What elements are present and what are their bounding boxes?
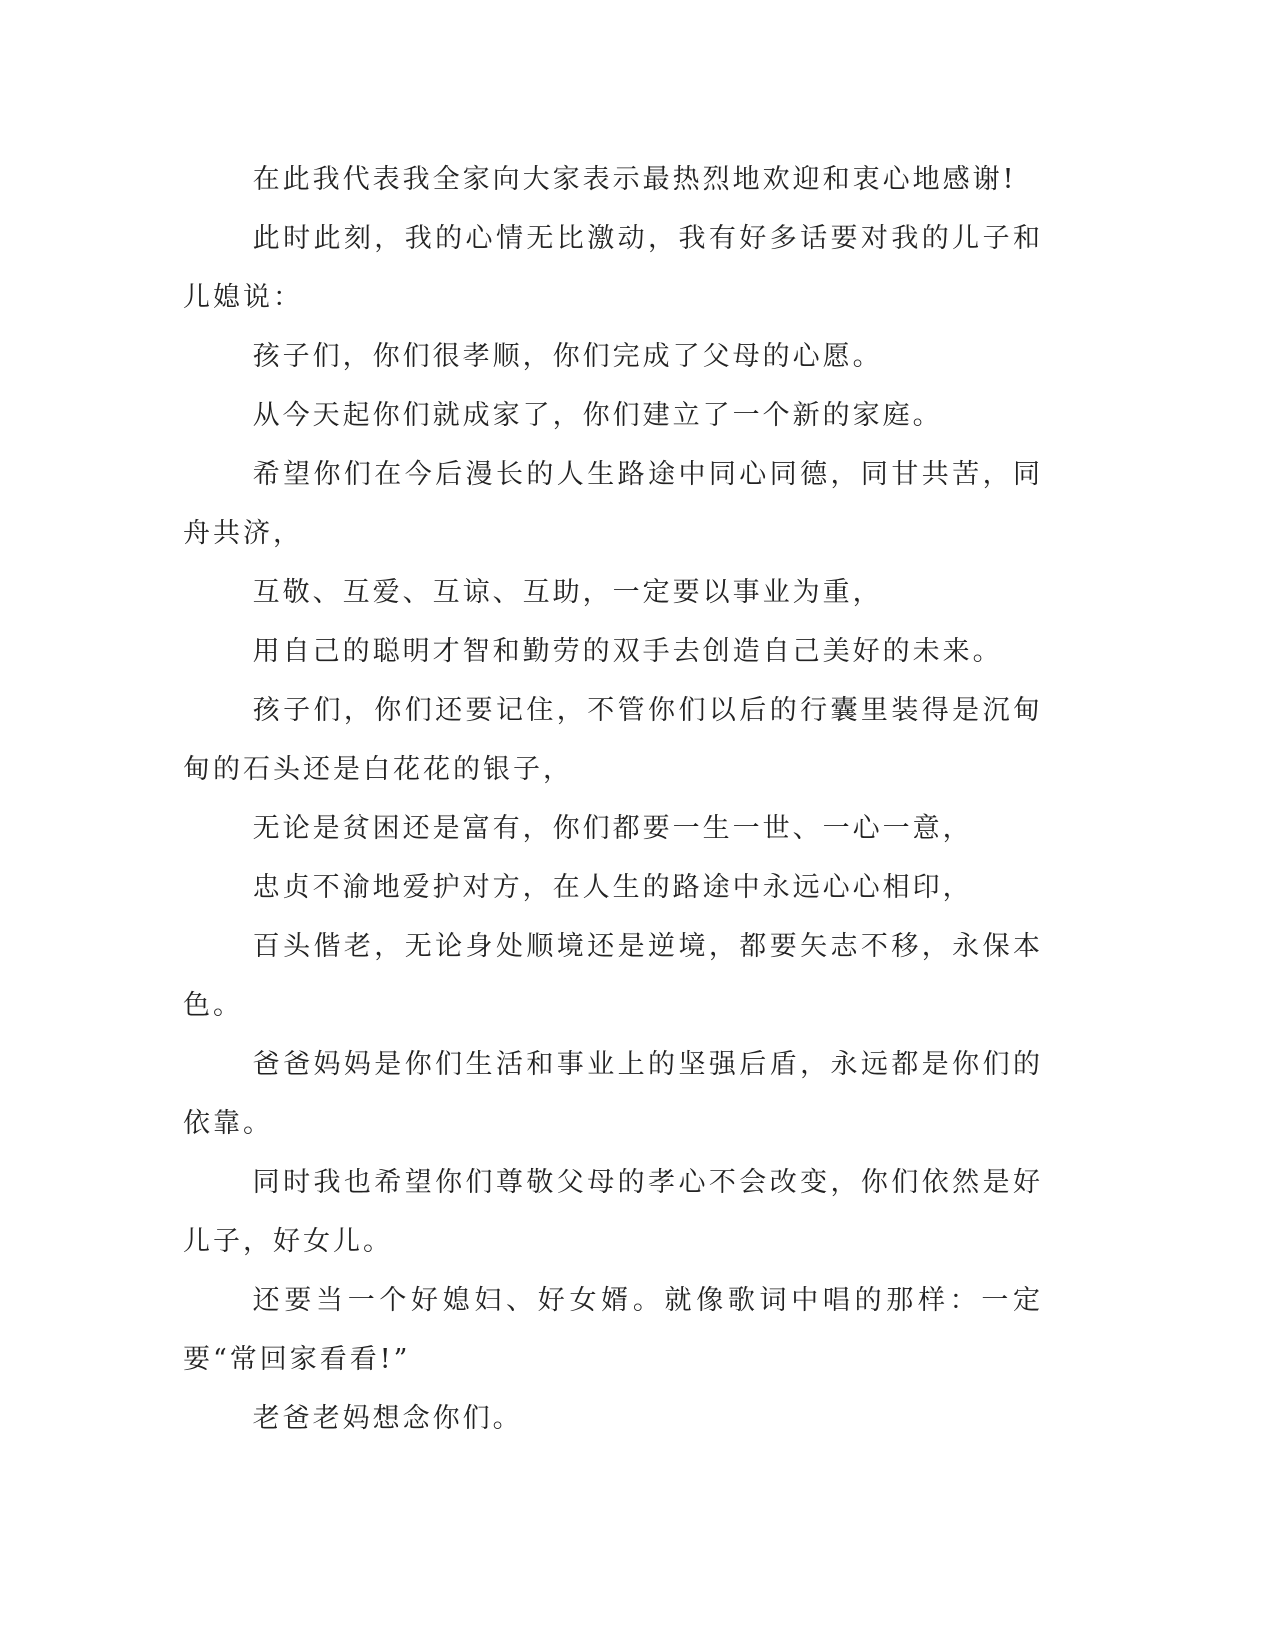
paragraph-miss-you: 老爸老妈想念你们。 (252, 1403, 523, 1434)
speech-text (183, 150, 1043, 1448)
paragraph-support: 爸爸妈妈是你们生活和事业上的坚强后盾，永远都是你们的依靠。 (183, 1049, 1043, 1139)
paragraph-hope: 希望你们在今后漫长的人生路途中同心同德，同甘共苦，同舟共济， (183, 459, 1043, 549)
paragraph-welcome: 在此我代表我全家向大家表示最热烈地欢迎和衷心地感谢! (252, 164, 1017, 195)
paragraph-poor-or-rich: 无论是贫困还是富有，你们都要一生一世、一心一意， (252, 813, 973, 844)
paragraph-mutual-respect: 互敬、互爱、互谅、互助，一定要以事业为重， (252, 577, 883, 608)
paragraph-new-family: 从今天起你们就成家了，你们建立了一个新的家庭。 (252, 400, 943, 431)
paragraph-filial: 孩子们，你们很孝顺，你们完成了父母的心愿。 (252, 341, 883, 372)
paragraph-emotion: 此时此刻，我的心情无比激动，我有好多话要对我的儿子和儿媳说： (183, 223, 1043, 313)
paragraph-remember: 孩子们，你们还要记住，不管你们以后的行囊里装得是沉甸甸的石头还是白花花的银子， (183, 695, 1043, 785)
paragraph-grow-old: 百头偕老，无论身处顺境还是逆境，都要矢志不移，永保本色。 (183, 931, 1043, 1021)
paragraph-loyalty: 忠贞不渝地爱护对方，在人生的路途中永远心心相印， (252, 872, 973, 903)
paragraph-respect-parents: 同时我也希望你们尊敬父母的孝心不会改变，你们依然是好儿子，好女儿。 (183, 1167, 1043, 1257)
paragraph-future: 用自己的聪明才智和勤劳的双手去创造自己美好的未来。 (252, 636, 1003, 667)
paragraph-come-home: 还要当一个好媳妇、好女婿。就像歌词中唱的那样：一定要“常回家看看!” (183, 1285, 1043, 1375)
